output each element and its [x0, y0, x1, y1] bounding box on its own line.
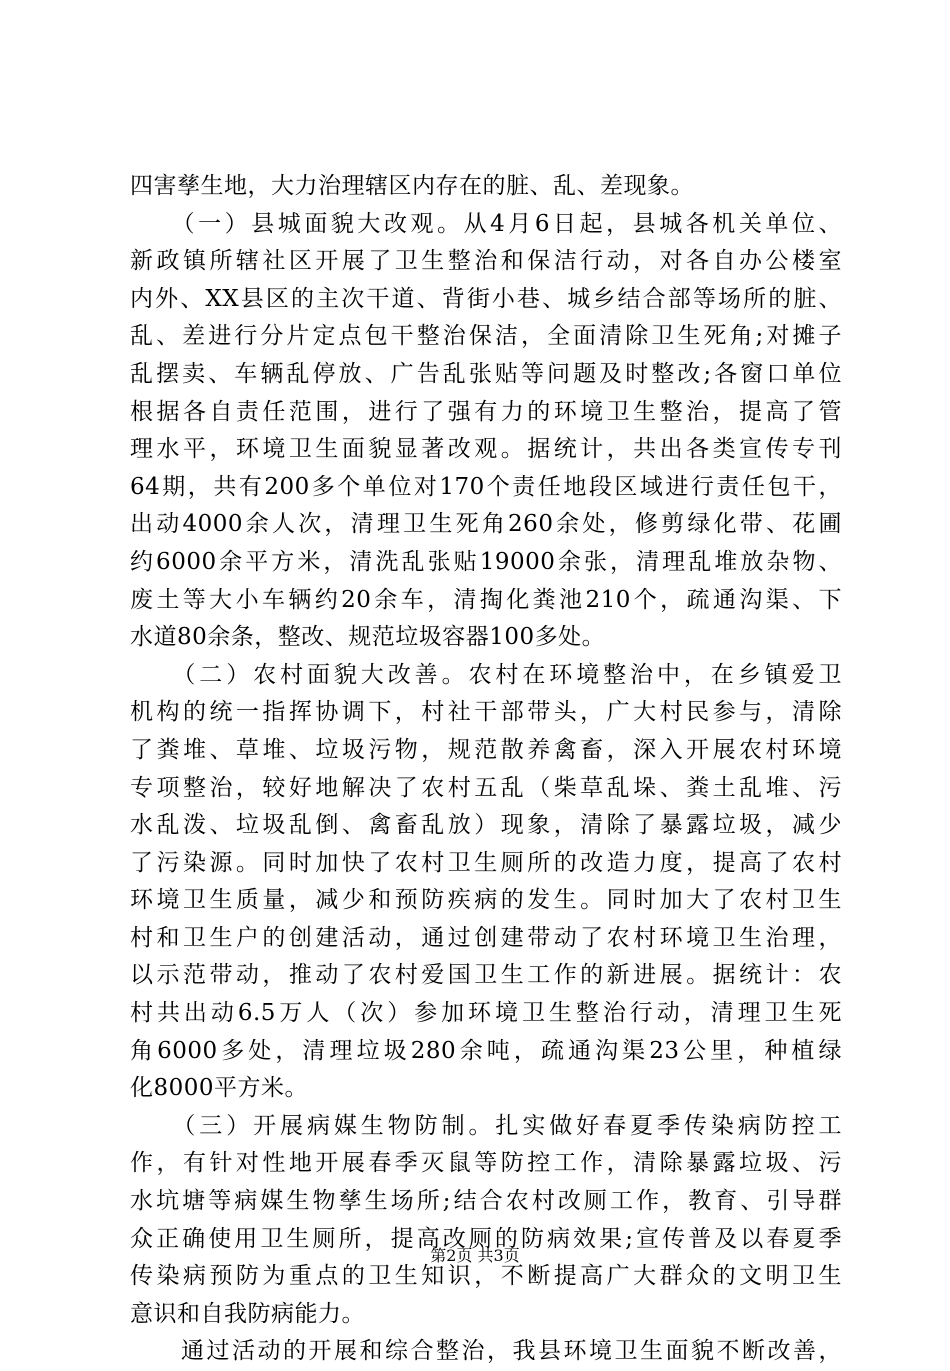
text-line: 众正确使用卫生厕所，提高改厕的防病效果;宣传普及以春夏季	[130, 1225, 842, 1252]
text-line: （三）开展病媒生物防制。扎实做好春夏季传染病防控工	[130, 1112, 842, 1139]
text-line: 四害孳生地，大力治理辖区内存在的脏、乱、差现象。	[130, 173, 694, 199]
page-footer: 第2页 共3页	[430, 1246, 520, 1265]
text-line: 角6000多处，清理垃圾280余吨，疏通沟渠23公里，种植绿	[130, 1037, 842, 1064]
text-line: 64期，共有200多个单位对170个责任地段区域进行责任包干，	[130, 473, 842, 500]
text-line: 了污染源。同时加快了农村卫生厕所的改造力度，提高了农村	[130, 849, 842, 876]
text-line: 新政镇所辖社区开展了卫生整治和保洁行动，对各自办公楼室	[130, 248, 842, 275]
text-line: 专项整治，较好地解决了农村五乱（柴草乱垛、粪土乱堆、污	[130, 774, 842, 801]
text-line: 村共出动6.5万人（次）参加环境卫生整治行动，清理卫生死	[130, 1000, 842, 1027]
text-line: 水乱泼、垃圾乱倒、禽畜乱放）现象，清除了暴露垃圾，减少	[130, 812, 842, 839]
text-line: 了粪堆、草堆、垃圾污物，规范散养禽畜，深入开展农村环境	[130, 736, 842, 763]
text-line: （二）农村面貌大改善。农村在环境整治中，在乡镇爱卫	[130, 661, 842, 688]
text-line: 乱、差进行分片定点包干整治保洁，全面清除卫生死角;对摊子	[130, 323, 842, 350]
text-line: （一）县城面貌大改观。从4月6日起，县城各机关单位、	[130, 210, 842, 237]
text-line: 水坑塘等病媒生物孳生场所;结合农村改厕工作，教育、引导群	[130, 1188, 842, 1215]
text-line: 意识和自我防病能力。	[130, 1300, 365, 1327]
document-body	[130, 168, 842, 1371]
text-line: 机构的统一指挥协调下，村社干部带头，广大村民参与，清除	[130, 699, 842, 726]
text-line: 环境卫生质量，减少和预防疾病的发生。同时加大了农村卫生	[130, 887, 842, 914]
text-line: 村和卫生户的创建活动，通过创建带动了农村环境卫生治理，	[130, 924, 842, 951]
text-line: 传染病预防为重点的卫生知识，不断提高广大群众的文明卫生	[130, 1263, 842, 1290]
text-line: 以示范带动，推动了农村爱国卫生工作的新进展。据统计：农	[130, 962, 842, 989]
text-line: 约6000余平方米，清洗乱张贴19000余张，清理乱堆放杂物、	[130, 548, 842, 575]
text-line: 水道80余条，整改、规范垃圾容器100多处。	[130, 624, 606, 651]
text-line: 乱摆卖、车辆乱停放、广告乱张贴等问题及时整改;各窗口单位	[130, 360, 842, 387]
text-line: 根据各自责任范围，进行了强有力的环境卫生整治，提高了管	[130, 398, 842, 425]
text-line: 废土等大小车辆约20余车，清掏化粪池210个，疏通沟渠、下	[130, 586, 842, 613]
text-line: 内外、XX县区的主次干道、背街小巷、城乡结合部等场所的脏、	[130, 285, 842, 312]
text-line: 作，有针对性地开展春季灭鼠等防控工作，清除暴露垃圾、污	[130, 1150, 842, 1177]
text-line: 通过活动的开展和综合整治，我县环境卫生面貌不断改善，	[130, 1338, 842, 1365]
text-line: 出动4000余人次，清理卫生死角260余处，修剪绿化带、花圃	[130, 511, 842, 538]
text-line: 理水平，环境卫生面貌显著改观。据统计，共出各类宣传专刊	[130, 436, 842, 463]
text-line: 化8000平方米。	[130, 1075, 309, 1102]
